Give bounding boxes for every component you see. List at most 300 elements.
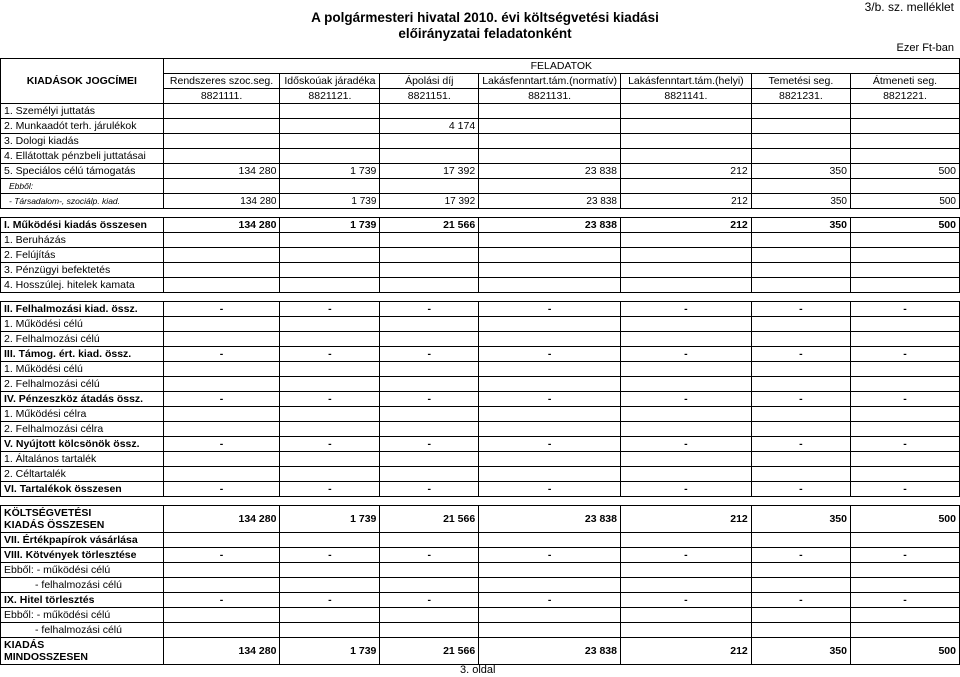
table-row [1,608,960,623]
value-cell: - [280,593,380,608]
value-cell [380,278,479,293]
value-cell [280,533,380,548]
value-cell [851,452,960,467]
table-row [1,317,960,332]
value-cell [163,317,280,332]
row-label: IV. Pénzeszköz átadás össz. [1,392,164,407]
value-cell [479,293,621,302]
value-cell [380,608,479,623]
value-cell [851,422,960,437]
value-cell [479,233,621,248]
value-cell [851,209,960,218]
value-cell [380,104,479,119]
value-cell: - [751,482,850,497]
table-row [1,467,960,482]
value-cell [479,407,621,422]
value-cell [163,263,280,278]
table-row [1,134,960,149]
value-cell [163,377,280,392]
value-cell: - [851,548,960,563]
row-label: 1. Működési célú [1,362,164,377]
value-cell [621,293,752,302]
value-cell: - [280,347,380,362]
row-label: V. Nyújtott kölcsönök össz. [1,437,164,452]
value-cell [163,533,280,548]
value-cell: - [621,302,752,317]
value-cell [280,623,380,638]
value-cell: - [851,347,960,362]
value-cell: 212 [621,194,752,209]
value-cell [751,467,850,482]
table-row [1,578,960,593]
table-row [1,437,960,452]
table-row [1,392,960,407]
value-cell [380,467,479,482]
value-cell: - [851,437,960,452]
jogcim-header: KIADÁSOK JOGCÍMEI [1,59,164,104]
value-cell [621,119,752,134]
value-cell [621,623,752,638]
value-cell [280,467,380,482]
value-cell: - [163,347,280,362]
value-cell: 23 838 [479,194,621,209]
value-cell [621,533,752,548]
value-cell [380,578,479,593]
value-cell [851,278,960,293]
value-cell [280,422,380,437]
value-cell [380,362,479,377]
value-cell [621,422,752,437]
value-cell: - [163,482,280,497]
value-cell [479,467,621,482]
value-cell: 350 [751,218,850,233]
table-row [1,533,960,548]
row-label: 3. Pénzügyi befektetés [1,263,164,278]
value-cell: 500 [851,638,960,665]
value-cell: 1 739 [280,218,380,233]
row-label [1,638,164,665]
value-cell [163,104,280,119]
value-cell [163,233,280,248]
row-label: Ebből: - működési célú [1,563,164,578]
value-cell [163,563,280,578]
value-cell: - [163,392,280,407]
value-cell [163,497,280,506]
value-cell: 500 [851,218,960,233]
value-cell [621,578,752,593]
value-cell [380,407,479,422]
value-cell: - [380,437,479,452]
title-line-2: előirányzatai feladatonként [398,26,572,41]
row-label: 2. Felújítás [1,248,164,263]
value-cell [751,497,850,506]
group-header-row [1,59,960,74]
table-row [1,263,960,278]
row-label [1,497,164,506]
table-row [1,452,960,467]
column-code: 8821111. [163,89,280,104]
value-cell [751,623,850,638]
value-cell: - [479,437,621,452]
value-cell: - [163,302,280,317]
value-cell: - [621,548,752,563]
table-row [1,119,960,134]
table-row [1,293,960,302]
row-label: - Társadalom-, szociálp. kiad. [1,194,164,209]
value-cell [751,233,850,248]
table-row [1,548,960,563]
value-cell [163,407,280,422]
value-cell [851,467,960,482]
column-name: Temetési seg. [751,74,850,89]
value-cell [280,233,380,248]
value-cell [163,149,280,164]
value-cell: - [280,548,380,563]
table-row [1,347,960,362]
value-cell [380,317,479,332]
table-row [1,332,960,347]
value-cell: 134 280 [163,194,280,209]
table-row [1,482,960,497]
value-cell [163,578,280,593]
value-cell: - [380,593,479,608]
row-label [1,506,164,533]
value-cell [851,377,960,392]
table-row [1,563,960,578]
table-row [1,362,960,377]
value-cell: - [479,482,621,497]
value-cell [751,134,850,149]
value-cell [621,233,752,248]
value-cell [163,467,280,482]
row-label: 1. Működési célú [1,317,164,332]
value-cell: 23 838 [479,638,621,665]
value-cell [851,407,960,422]
value-cell [280,104,380,119]
column-code: 8821121. [280,89,380,104]
value-cell [479,533,621,548]
value-cell [621,452,752,467]
value-cell [163,119,280,134]
value-cell: - [479,392,621,407]
table-row [1,218,960,233]
value-cell [851,533,960,548]
value-cell [380,332,479,347]
table-row [1,377,960,392]
value-cell [479,377,621,392]
value-cell: - [621,392,752,407]
value-cell [280,578,380,593]
value-cell [751,422,850,437]
value-cell [621,377,752,392]
value-cell: 212 [621,506,752,533]
table-row [1,278,960,293]
value-cell [751,278,850,293]
table-row [1,104,960,119]
value-cell: - [380,482,479,497]
row-label: Ebből: - működési célú [1,608,164,623]
value-cell [280,149,380,164]
value-cell [621,134,752,149]
value-cell: - [479,593,621,608]
value-cell: 23 838 [479,506,621,533]
value-cell [621,362,752,377]
value-cell [851,293,960,302]
row-label: 2. Munkaadót terh. járulékok [1,119,164,134]
value-cell [380,263,479,278]
value-cell [380,533,479,548]
row-label: 2. Céltartalék [1,467,164,482]
value-cell [621,104,752,119]
value-cell [751,407,850,422]
value-cell [280,497,380,506]
value-cell [479,209,621,218]
value-cell [751,608,850,623]
value-cell [163,248,280,263]
value-cell: - [751,392,850,407]
value-cell: - [751,593,850,608]
value-cell [851,134,960,149]
row-label: - felhalmozási célú [1,578,164,593]
column-name: Átmeneti seg. [851,74,960,89]
value-cell [163,332,280,347]
value-cell [479,317,621,332]
column-name: Lakásfenntart.tám.(helyi) [621,74,752,89]
value-cell: - [851,302,960,317]
value-cell [479,608,621,623]
value-cell [163,422,280,437]
table-row [1,179,960,194]
row-label: 1. Beruházás [1,233,164,248]
row-label-line-2: MINDOSSZESEN [4,651,89,663]
value-cell [479,497,621,506]
column-name: Rendszeres szoc.seg. [163,74,280,89]
value-cell [163,362,280,377]
value-cell [380,179,479,194]
value-cell [621,248,752,263]
value-cell: - [851,593,960,608]
value-cell: - [751,437,850,452]
value-cell [163,608,280,623]
value-cell [751,452,850,467]
value-cell [851,248,960,263]
value-cell [621,209,752,218]
table-row [1,164,960,179]
value-cell [851,119,960,134]
value-cell [380,623,479,638]
table-row [1,302,960,317]
value-cell [280,209,380,218]
row-label: - felhalmozási célú [1,623,164,638]
row-label-line-2: KIADÁS ÖSSZESEN [4,519,105,531]
value-cell [751,332,850,347]
value-cell [621,278,752,293]
value-cell [851,608,960,623]
value-cell [280,332,380,347]
value-cell [479,248,621,263]
value-cell [380,563,479,578]
value-cell [479,104,621,119]
value-cell [751,179,850,194]
table-row [1,233,960,248]
value-cell: 23 838 [479,164,621,179]
value-cell [751,263,850,278]
value-cell [851,317,960,332]
value-cell [851,563,960,578]
table-row [1,248,960,263]
annex-label: 3/b. sz. melléklet [864,0,954,14]
value-cell [621,179,752,194]
value-cell: 21 566 [380,506,479,533]
value-cell [479,179,621,194]
value-cell: 21 566 [380,638,479,665]
value-cell: - [851,482,960,497]
table-row [1,149,960,164]
value-cell [751,104,850,119]
row-label-line-1: KIADÁS [4,639,45,651]
value-cell: - [280,302,380,317]
table-row [1,623,960,638]
value-cell [163,134,280,149]
value-cell [851,497,960,506]
row-label: VI. Tartalékok összesen [1,482,164,497]
feladatok-header: FELADATOK [163,59,959,74]
value-cell [479,263,621,278]
value-cell: 23 838 [479,218,621,233]
value-cell: - [751,548,850,563]
value-cell [621,497,752,506]
value-cell: 350 [751,164,850,179]
value-cell [621,263,752,278]
column-code: 8821151. [380,89,479,104]
row-label: 2. Felhalmozási célú [1,377,164,392]
value-cell: 350 [751,638,850,665]
value-cell: - [621,593,752,608]
table-row [1,209,960,218]
value-cell [380,377,479,392]
value-cell: - [479,302,621,317]
value-cell [751,563,850,578]
row-label: 4. Ellátottak pénzbeli juttatásai [1,149,164,164]
column-code: 8821221. [851,89,960,104]
value-cell: 1 739 [280,506,380,533]
value-cell [280,263,380,278]
table-row [1,638,960,665]
page-number: 3. oldal [460,664,496,676]
value-cell [851,179,960,194]
value-cell [163,209,280,218]
value-cell [851,149,960,164]
value-cell: - [163,437,280,452]
value-cell [621,563,752,578]
value-cell [280,179,380,194]
value-cell: 1 739 [280,194,380,209]
value-cell: - [280,437,380,452]
value-cell: - [380,347,479,362]
value-cell: - [380,548,479,563]
value-cell [380,293,479,302]
value-cell [479,623,621,638]
value-cell [751,119,850,134]
value-cell [751,248,850,263]
value-cell [621,317,752,332]
value-cell: 21 566 [380,218,479,233]
row-label [1,293,164,302]
value-cell [380,452,479,467]
value-cell [479,332,621,347]
expense-table [0,58,960,665]
value-cell: - [163,548,280,563]
value-cell: 212 [621,218,752,233]
value-cell: - [380,392,479,407]
value-cell: 1 739 [280,638,380,665]
value-cell [280,563,380,578]
row-label: 1. Működési célra [1,407,164,422]
row-label: VII. Értékpapírok vásárlása [1,533,164,548]
row-label: 1. Személyi juttatás [1,104,164,119]
row-label: 5. Speciálos célú támogatás [1,164,164,179]
value-cell: - [479,347,621,362]
value-cell [380,134,479,149]
value-cell [751,149,850,164]
value-cell [280,452,380,467]
column-name: Ápolási díj [380,74,479,89]
value-cell [380,248,479,263]
value-cell [621,467,752,482]
value-cell [479,563,621,578]
value-cell [479,134,621,149]
value-cell [163,179,280,194]
value-cell [851,332,960,347]
report-title [300,10,670,42]
value-cell [163,623,280,638]
row-label: IX. Hitel törlesztés [1,593,164,608]
value-cell: - [621,437,752,452]
title-line-1: A polgármesteri hivatal 2010. évi költségvetési kiadási [311,10,659,25]
table-row [1,497,960,506]
value-cell [751,293,850,302]
table-row [1,506,960,533]
value-cell [479,578,621,593]
row-label: 2. Felhalmozási célra [1,422,164,437]
row-label [1,209,164,218]
value-cell [851,263,960,278]
value-cell [621,608,752,623]
value-cell [280,119,380,134]
value-cell: 134 280 [163,164,280,179]
value-cell: 500 [851,164,960,179]
value-cell [479,119,621,134]
table-row [1,407,960,422]
row-label: 1. Általános tartalék [1,452,164,467]
value-cell [280,608,380,623]
value-cell [621,332,752,347]
value-cell: - [280,392,380,407]
value-cell [163,293,280,302]
value-cell: - [163,593,280,608]
value-cell: - [280,482,380,497]
value-cell: 134 280 [163,218,280,233]
value-cell [280,362,380,377]
value-cell [751,377,850,392]
value-cell: 500 [851,506,960,533]
value-cell: 17 392 [380,164,479,179]
value-cell: - [851,392,960,407]
value-cell: - [621,347,752,362]
value-cell: 350 [751,194,850,209]
value-cell: 212 [621,638,752,665]
column-code: 8821231. [751,89,850,104]
